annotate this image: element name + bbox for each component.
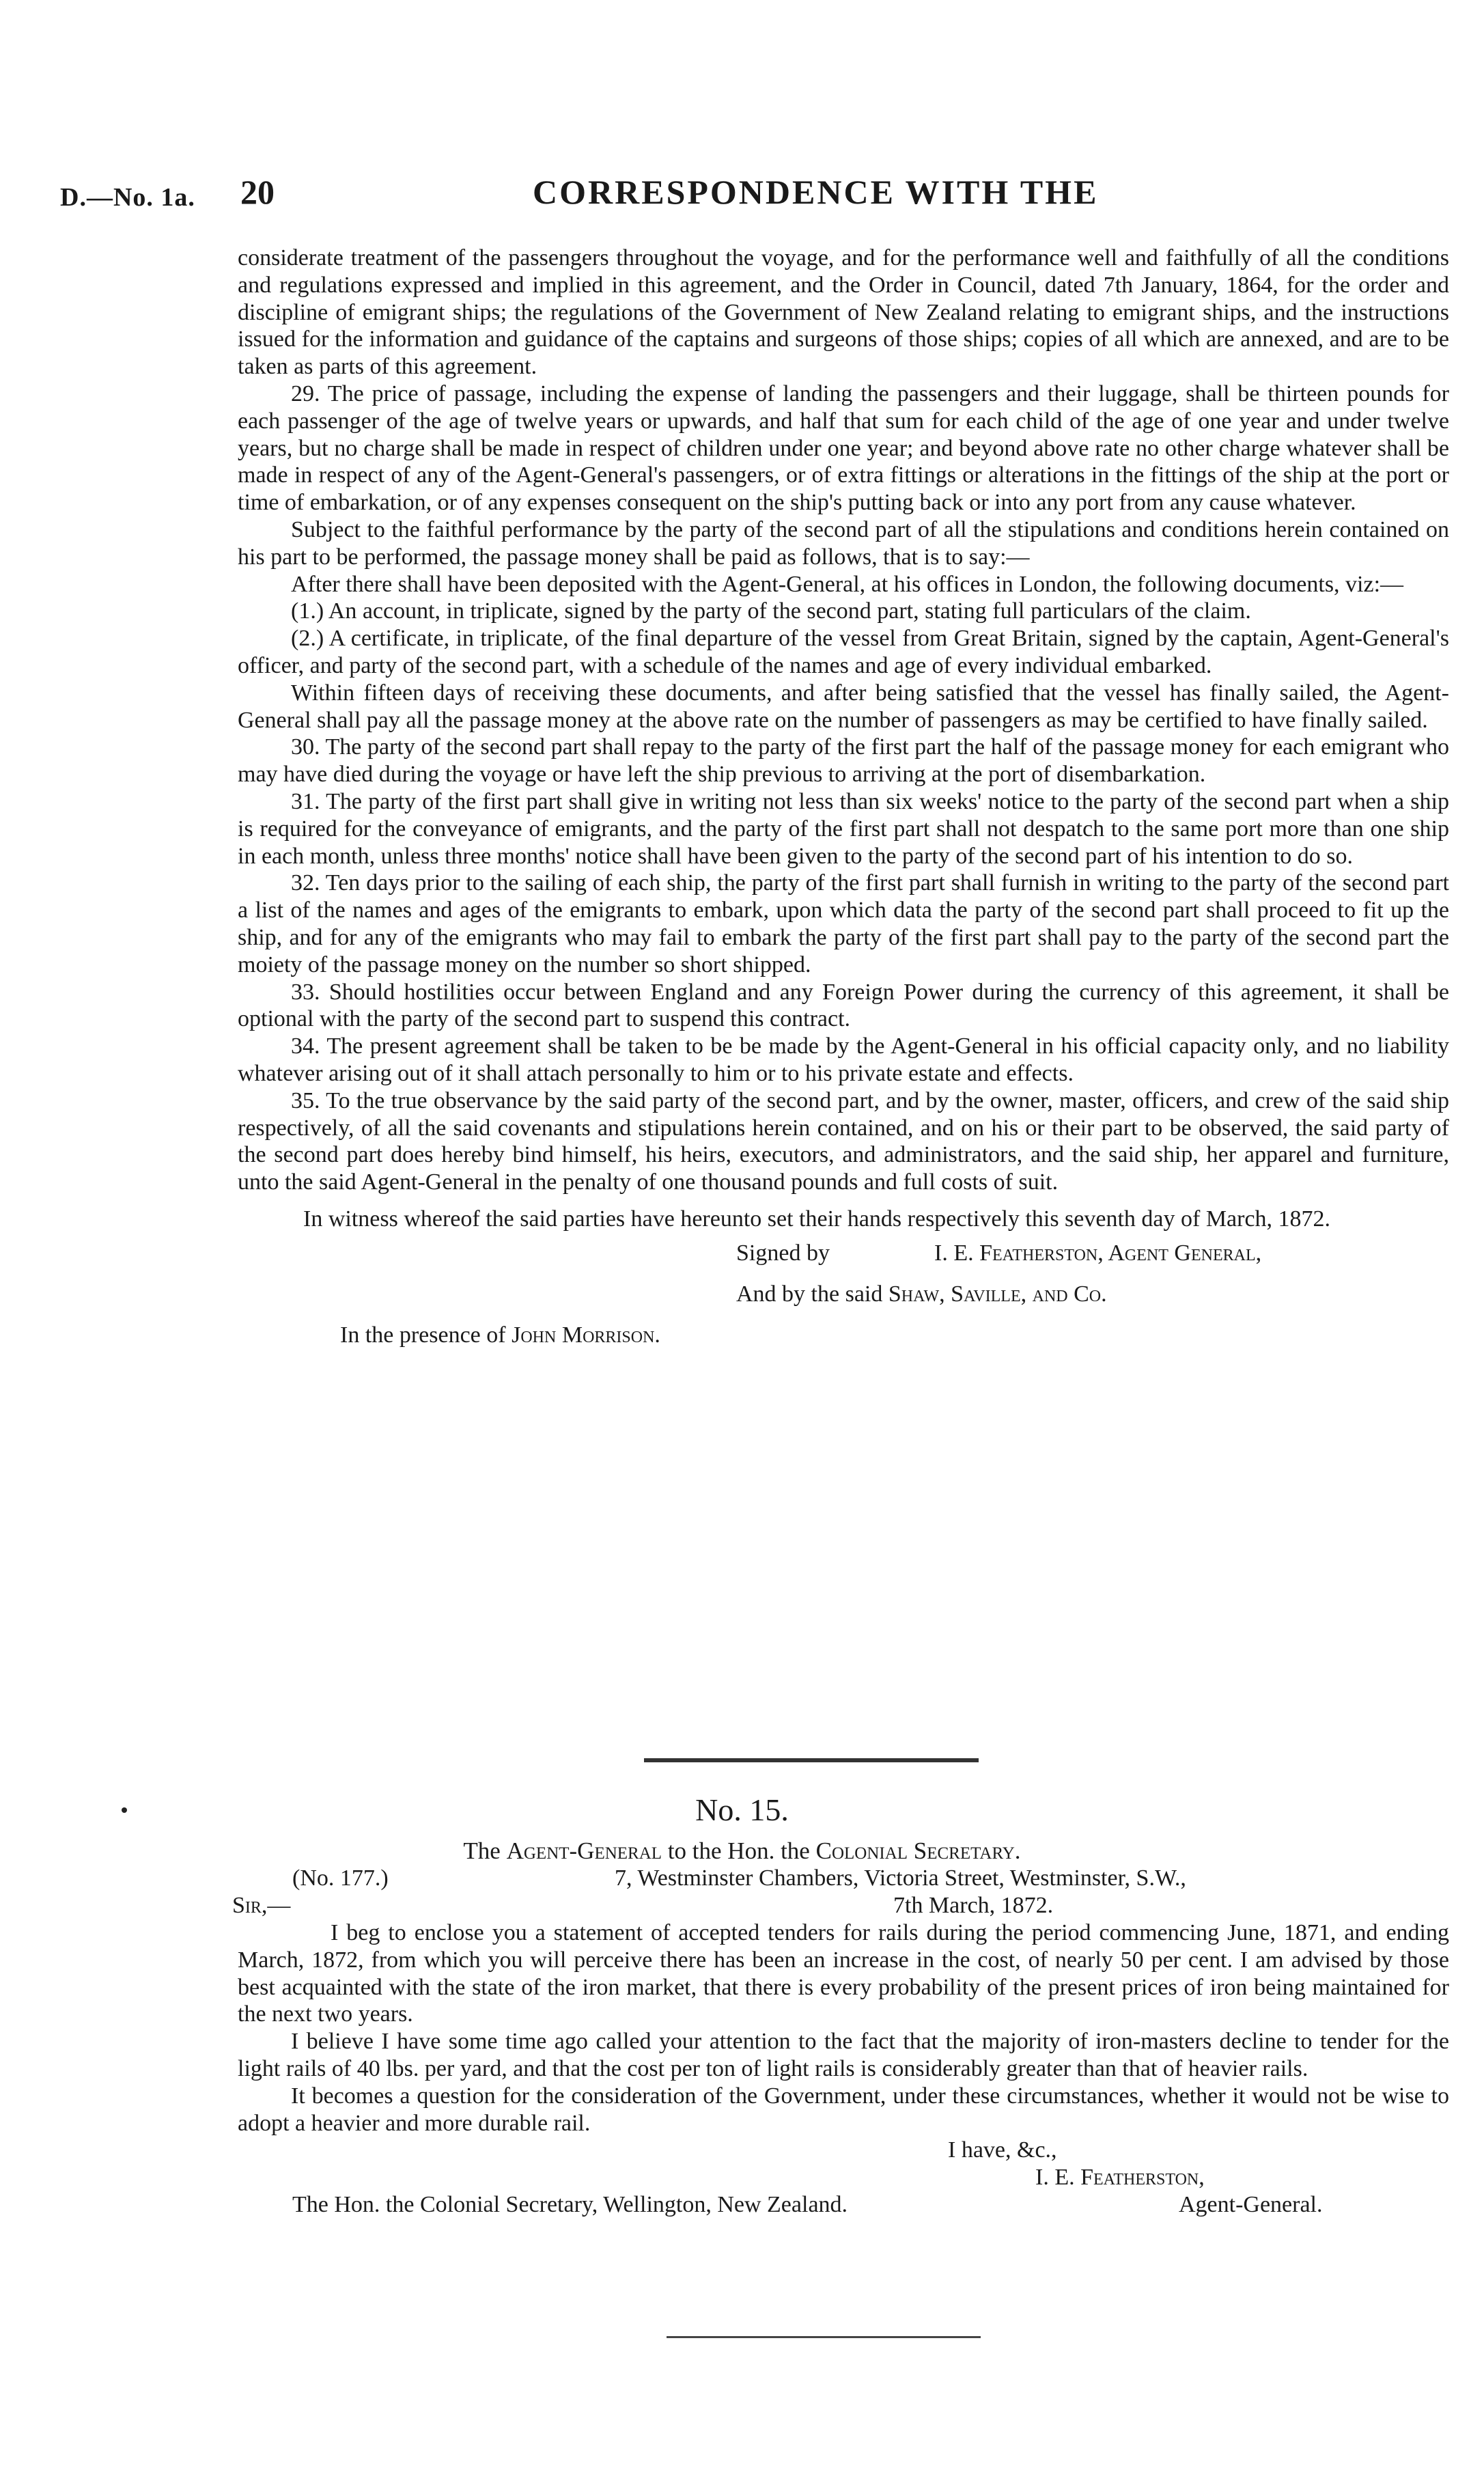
closing: I have, &c.,	[948, 2137, 1057, 2163]
document-reference: D.—No. 1a.	[60, 183, 195, 212]
agreement-text	[238, 245, 1449, 1356]
letter-to: Colonial Secretary.	[815, 1837, 1021, 1864]
addressee: The Hon. the Colonial Secretary, Wellington, New Zealand.	[292, 2192, 848, 2218]
paragraph-subject: Subject to the faithful performance by the party of the second part of all the stipulations and conditions herein contained on his part to be performed, the passage money shall be paid as follows, that is to say:—	[238, 516, 1449, 570]
page-title: CORRESPONDENCE WITH THE	[533, 173, 1099, 211]
paragraph-after: After there shall have been deposited with the Agent-General, at his offices in London, the following documents, viz:—	[291, 571, 1404, 597]
signer-shipowners: Shaw, Saville, and Co.	[888, 1281, 1107, 1307]
letter-number: No. 15.	[695, 1792, 789, 1827]
signature-name: I. E. Featherston,	[1035, 2165, 1205, 2191]
paragraph-intro: considerate treatment of the passengers throughout the voyage, and for the performance well and faithfully of all the conditions and regulations expressed and implied in this agreement, and the Order in Council, dated 7th January, 1864, for the order and discipline of emigrant ships; the regulations of the Government of New Zealand relating to emigrant ships, and the instructions issued for the information and guidance of the captains and surgeons of those ships; copies of all which are annexed, and are to be taken as parts of this agreement.	[238, 245, 1449, 380]
paragraph-35: 35. To the true observance by the said party of the second part, and by the owner, master, officers, and crew of the said ship respectively, of all the said covenants and stipulations herein contained, and on his or their part to be observed, the said party of the second part does hereby bind himself, his heirs, executors, and administrators, and the said ship, her apparel and furniture, unto the said Agent-General in the penalty of one thousand pounds and full costs of suit.	[238, 1087, 1449, 1195]
letter-ref-line	[238, 1865, 1449, 1892]
witness-name: John Morrison.	[512, 1322, 660, 1348]
closing-line	[238, 2137, 1449, 2164]
paragraph-within: Within fifteen days of receiving these documents, and after being satisfied that the vessel has finally sailed, the Agent-General shall pay all the passage money at the above rate on the number of passengers as may be certified to have finally sailed.	[238, 680, 1449, 733]
paragraph-32: 32. Ten days prior to the sailing of each ship, the party of the first part shall furnish in writing to the party of the second part a list of the names and ages of the emigrants to embark, upon which data the party of the second part shall proceed to fit up the ship, and for any of the emigrants who may fail to embark the party of the first part shall pay to the party of the second part the moiety of the passage money on the number so short shipped.	[238, 870, 1449, 977]
letter-subtitle: The Agent-General to the Hon. the Colonial Secretary.	[463, 1837, 1021, 1864]
letter-date: 7th March, 1872.	[893, 1893, 1054, 1918]
letter-ref: (No. 177.)	[292, 1865, 389, 1891]
page-number: 20	[240, 173, 275, 211]
witness-clause: In witness whereof the said parties have hereunto set their hands respectively this seventh day of March, 1872.	[303, 1206, 1331, 1232]
paragraph-31: 31. The party of the first part shall give in writing not less than six weeks' notice to the party of the second part when a ship is required for the conveyance of emigrants, and the party of the first part shall not despatch to the same port more than one ship in each month, unless three months' notice shall have been given to the party of the second part of his intention to do so.	[238, 788, 1449, 869]
letter-paragraph-3: It becomes a question for the consideration of the Government, under these circumstances, whether it would not be wise to adopt a heavier and more durable rail.	[238, 2083, 1449, 2136]
section-divider	[644, 1758, 979, 1762]
presence-line	[238, 1315, 1449, 1356]
end-divider	[667, 2336, 981, 2338]
signature-title: Agent-General.	[1179, 2192, 1323, 2218]
paragraph-item-1: (1.) An account, in triplicate, signed by the party of the second part, stating full particulars of the claim.	[291, 598, 1251, 624]
signed-by-label: Signed by	[736, 1240, 830, 1266]
signer2-prefix: And by the said	[736, 1281, 883, 1307]
presence-prefix: In the presence of	[340, 1322, 506, 1348]
paragraph-34: 34. The present agreement shall be taken to be be made by the Agent-General in his official capacity only, and no liability whatever arising out of it shall attach personally to him or to his private estate and effects.	[238, 1033, 1449, 1086]
signature-line-2	[238, 1274, 1449, 1315]
letter-salutation-line	[232, 1892, 1449, 1919]
letter-paragraph-1: I beg to enclose you a statement of accepted tenders for rails during the period commencing June, 1871, and ending March, 1872, from which you will perceive there has been an increase in the cost, of nearly 50 per cent. I am advised by those best acquainted with the state of the iron market, that there is every probability of the present prices of iron being maintained for the next two years.	[238, 1920, 1449, 2027]
paragraph-29: 29. The price of passage, including the expense of landing the passengers and their luggage, shall be thirteen pounds for each passenger of the age of twelve years or upwards, and half that sum for each child of the age of one year and under twelve years, but no charge shall be made in respect of children under one year; and beyond above rate no other charge whatever shall be made in respect of any of the Agent-General's passengers, or of extra fittings or alterations in the fittings of the ship at the port or time of embarkation, or of any expenses consequent on the ship's putting back or into any port from any cause whatever.	[238, 380, 1449, 516]
paragraph-33: 33. Should hostilities occur between England and any Foreign Power during the currency of this agreement, it shall be optional with the party of the second part to suspend this contract.	[238, 979, 1449, 1032]
signer-agent-general: I. E. Featherston, Agent General,	[934, 1240, 1262, 1266]
paragraph-item-2: (2.) A certificate, in triplicate, of the final departure of the vessel from Great Britain, signed by the captain, Agent-General's officer, and party of the second part, with a schedule of the names and age of every individual embarked.	[238, 626, 1449, 678]
signature-line-1	[238, 1233, 1449, 1274]
letter-address: 7, Westminster Chambers, Victoria Street, Westminster, S.W.,	[615, 1865, 1186, 1891]
letter-paragraph-2: I believe I have some time ago called your attention to the fact that the majority of iron-masters decline to tender for the light rails of 40 lbs. per yard, and that the cost per ton of light rails is considerably greater than that of heavier rails.	[238, 2029, 1449, 2081]
letter-body	[232, 1865, 1449, 2219]
paragraph-30: 30. The party of the second part shall repay to the party of the first part the half of the passage money for each emigrant who may have died during the voyage or have left the ship previous to arriving at the port of disembarkation.	[238, 734, 1449, 788]
addressee-line	[238, 2191, 1449, 2219]
letter-from: Agent-General	[506, 1837, 662, 1864]
salutation: Sir,—	[232, 1893, 291, 1918]
signature-name-line	[238, 2164, 1449, 2191]
